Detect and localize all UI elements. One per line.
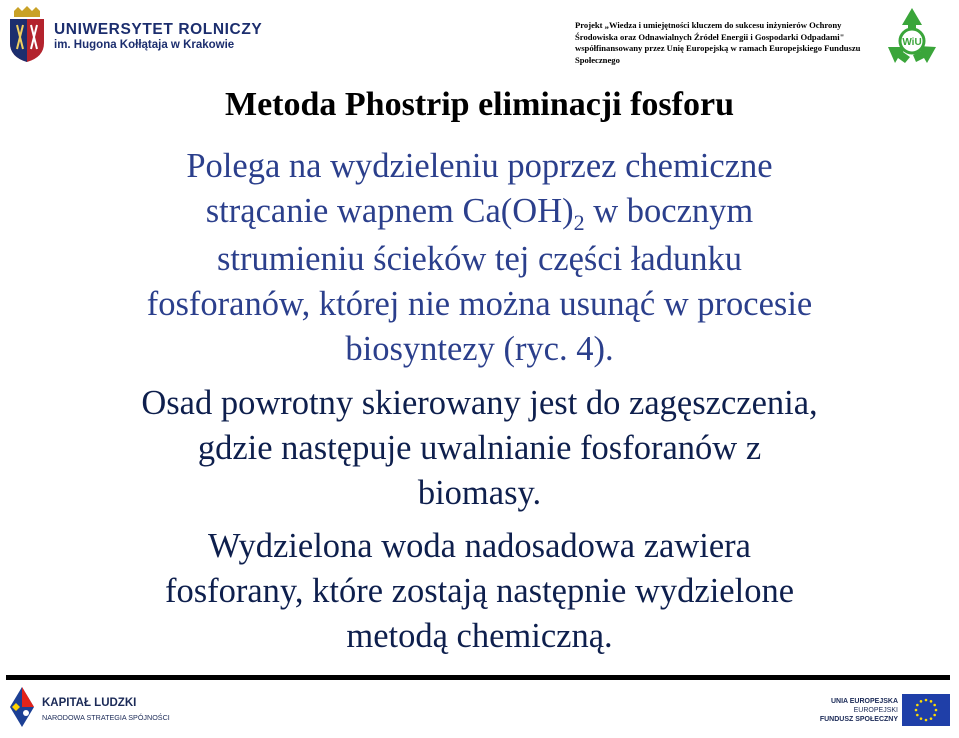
project-line: Projekt „Wiedza i umiejętności kluczem do sukcesu inżynierów Ochrony bbox=[575, 20, 842, 30]
eu-star-icon bbox=[916, 704, 919, 707]
eu-star-icon bbox=[935, 709, 938, 712]
paragraph-line: gdzie następuje uwalnianie fosforanów z bbox=[197, 429, 762, 467]
paragraph-line: biomasy. bbox=[417, 474, 542, 512]
eu-star-icon bbox=[925, 699, 928, 702]
project-line: współfinansowany przez Unię Europejską w ramach Europejskiego Funduszu bbox=[575, 43, 861, 54]
paragraph-line: Wydzielona woda nadosadowa zawiera bbox=[208, 527, 751, 565]
text-run: w bocznym bbox=[584, 192, 754, 230]
eu-star-icon bbox=[933, 714, 936, 717]
paragraph-line: Osad powrotny skierowany jest do zagęszczenia, bbox=[141, 384, 818, 422]
eu-star-icon bbox=[915, 709, 918, 712]
eu-star-icon bbox=[930, 700, 933, 703]
kapital-ludzki-logo-icon bbox=[8, 685, 36, 729]
kapital-ludzki-subtitle: NARODOWA STRATEGIA SPÓJNOŚCI bbox=[42, 713, 170, 722]
eu-text-line: UNIA EUROPEJSKA bbox=[830, 698, 898, 705]
subscript: 2 bbox=[573, 210, 585, 235]
paragraph-2 bbox=[20, 381, 939, 516]
paragraph-line bbox=[20, 189, 939, 237]
paragraph-1 bbox=[20, 144, 939, 372]
eu-star-icon bbox=[916, 714, 919, 717]
recycle-logo-icon bbox=[880, 5, 944, 65]
eu-text-line: FUNDUSZ SPOŁECZNY bbox=[819, 716, 898, 723]
university-subtitle: im. Hugona Kołłątaja w Krakowie bbox=[54, 39, 235, 51]
eu-star-icon bbox=[930, 717, 933, 720]
eu-text-line: EUROPEJSKI bbox=[853, 707, 898, 714]
paragraph-line: metodą chemiczną. bbox=[346, 617, 613, 655]
paragraph-line: strumieniu ścieków tej części ładunku bbox=[216, 240, 742, 278]
project-description bbox=[575, 20, 860, 66]
recycle-logo-text: WiU bbox=[902, 37, 922, 48]
eu-text bbox=[780, 697, 898, 724]
eu-flag-icon bbox=[902, 694, 950, 726]
university-crest-icon bbox=[8, 5, 46, 63]
project-line: Środowiska oraz Odnawialnych Źródeł Energii i Gospodarki Odpadami" bbox=[575, 31, 845, 42]
paragraph-line: biosyntezy (ryc. 4). bbox=[345, 330, 614, 368]
kapital-ludzki-title: KAPITAŁ LUDZKI bbox=[42, 697, 137, 709]
university-name: UNIWERSYTET ROLNICZY bbox=[54, 21, 263, 38]
slide-title: Metoda Phostrip eliminacji fosforu bbox=[225, 86, 734, 123]
paragraph-line: fosforany, które zostają następnie wydzielone bbox=[164, 572, 795, 610]
footer-divider bbox=[6, 675, 950, 680]
project-line: Społecznego bbox=[575, 54, 620, 65]
paragraph-3 bbox=[20, 524, 939, 659]
eu-star-icon bbox=[920, 700, 923, 703]
eu-star-icon bbox=[925, 719, 928, 722]
paragraph-line: Polega na wydzieleniu poprzez chemiczne bbox=[186, 147, 773, 185]
eu-star-icon bbox=[920, 717, 923, 720]
text-run: strącanie wapnem Ca(OH) bbox=[205, 192, 574, 230]
eu-star-icon bbox=[933, 704, 936, 707]
paragraph-line: fosforanów, której nie można usunąć w procesie bbox=[146, 285, 813, 323]
